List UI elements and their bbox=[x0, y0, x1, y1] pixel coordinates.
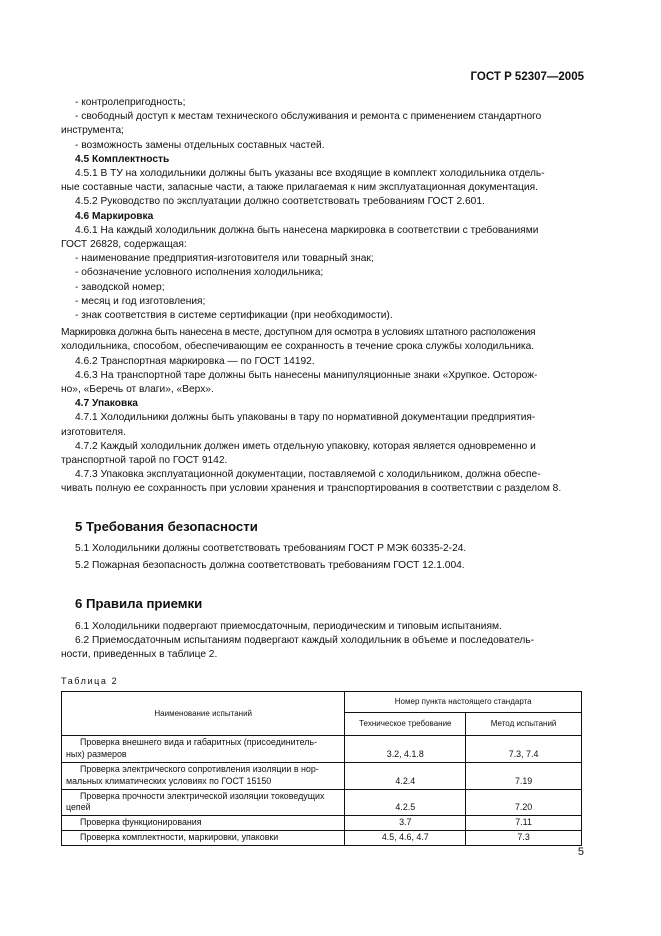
page-number: 5 bbox=[577, 846, 584, 858]
paragraph-line: 4.6.1 На каждый холодильник должна быть нанесена маркировка в соответствии с требованиями bbox=[75, 224, 539, 236]
page-content bbox=[61, 96, 582, 846]
paragraph-line: 4.5.2 Руководство по эксплуатации должно соответствовать требованиям ГОСТ 2.601. bbox=[75, 196, 485, 208]
table-row bbox=[62, 762, 582, 789]
method-cell: 7.3, 7.4 bbox=[466, 736, 582, 763]
paragraph-line: изготовителя. bbox=[61, 426, 126, 438]
requirement-cell: 4.2.4 bbox=[345, 762, 466, 789]
paragraph-line: 4.7.1 Холодильники должны быть упакованы в тару по нормативной документации предприятия- bbox=[75, 412, 536, 424]
list-item: - свободный доступ к местам технического обслуживания и ремонта с применением стандартного bbox=[75, 111, 542, 123]
col-header-tests: Наименование испытаний bbox=[62, 692, 345, 736]
requirement-cell: 3.2, 4.1.8 bbox=[345, 736, 466, 763]
table-row bbox=[62, 816, 582, 831]
col-header-requirement: Техническое требование bbox=[345, 713, 466, 736]
paragraph-line: транспортной тарой по ГОСТ 9142. bbox=[61, 455, 228, 467]
tests-table bbox=[61, 691, 582, 845]
col-header-method: Метод испытаний bbox=[466, 713, 582, 736]
table-caption: Таблица 2 bbox=[61, 676, 119, 687]
subsection-title: 4.7 Упаковка bbox=[75, 398, 138, 410]
subsection-title: 4.5 Комплектность bbox=[75, 153, 170, 165]
paragraph-line: 4.5.1 В ТУ на холодильники должны быть указаны все входящие в комплект холодильника отдель- bbox=[75, 168, 545, 180]
page-header: ГОСТ Р 52307—2005 bbox=[470, 71, 584, 83]
paragraph-line: 4.7.2 Каждый холодильник должен иметь отдельную упаковку, которая является одновременно и bbox=[75, 440, 536, 452]
list-item: - знак соответствия в системе сертификации (при необходимости). bbox=[75, 310, 393, 322]
list-item: - обозначение условного исполнения холодильника; bbox=[75, 267, 324, 279]
list-item: - контролепригодность; bbox=[75, 97, 186, 108]
test-name: Проверка комплектности, маркировки, упаковки bbox=[62, 830, 345, 845]
requirement-cell: 3.7 bbox=[345, 816, 466, 831]
test-name: Проверка электрического сопротивления изоляции в нор- мальных климатических условиях по ГОСТ 15150 bbox=[62, 762, 345, 789]
method-cell: 7.3 bbox=[466, 830, 582, 845]
table-row bbox=[62, 830, 582, 845]
test-name: Проверка внешнего вида и габаритных (присоединитель- ных) размеров bbox=[62, 736, 345, 763]
paragraph-line: 4.6.3 На транспортной таре должны быть нанесены манипуляционные знаки «Хрупкое. Осторож- bbox=[75, 369, 538, 381]
list-item: - заводской номер; bbox=[75, 281, 165, 293]
requirement-cell: 4.2.5 bbox=[345, 789, 466, 816]
table-row bbox=[62, 789, 582, 816]
paragraph-line: но», «Беречь от влаги», «Верх». bbox=[61, 384, 214, 396]
paragraph-line: чивать полную ее сохранность при условии хранения и транспортирования в соответствии с разделом 8. bbox=[61, 483, 562, 495]
section-6-title: 6 Правила приемки bbox=[75, 596, 203, 612]
requirement-cell: 4.5, 4.6, 4.7 bbox=[345, 830, 466, 845]
list-item-continuation: инструмента; bbox=[61, 125, 124, 137]
paragraph-line: 6.1 Холодильники подвергают приемосдаточным, периодическим и типовым испытаниям. bbox=[75, 620, 502, 632]
subsection-title: 4.6 Маркировка bbox=[75, 210, 154, 222]
paragraph-line: ные составные части, запасные части, а также прилагаемая к ним эксплуатационная документация. bbox=[61, 182, 538, 194]
test-name: Проверка прочности электрической изоляции токоведущих цепей bbox=[62, 789, 345, 816]
method-cell: 7.19 bbox=[466, 762, 582, 789]
list-item: - наименование предприятия-изготовителя или товарный знак; bbox=[75, 253, 374, 265]
table-row bbox=[62, 736, 582, 763]
list-item: - возможность замены отдельных составных частей. bbox=[75, 139, 325, 151]
paragraph-line: 5.2 Пожарная безопасность должна соответствовать требованиям ГОСТ 12.1.004. bbox=[75, 560, 465, 572]
paragraph-line: ГОСТ 26828, содержащая: bbox=[61, 239, 187, 251]
section-5-title: 5 Требования безопасности bbox=[75, 518, 258, 534]
paragraph-line: ности, приведенных в таблице 2. bbox=[61, 648, 218, 660]
paragraph-line: 4.7.3 Упаковка эксплуатационной документации, поставляемой с холодильником, должна обеспе- bbox=[75, 469, 541, 481]
paragraph-line: Маркировка должна быть нанесена в месте, доступном для осмотра в условиях штатного расположения bbox=[61, 327, 536, 339]
test-name: Проверка функционирования bbox=[62, 816, 345, 831]
paragraph-line: холодильника, способом, обеспечивающим ее сохранность в течение срока службы холодильника. bbox=[61, 341, 535, 353]
paragraph-line: 5.1 Холодильники должны соответствовать требованиям ГОСТ Р МЭК 60335-2-24. bbox=[75, 542, 467, 554]
method-cell: 7.20 bbox=[466, 789, 582, 816]
list-item: - месяц и год изготовления; bbox=[75, 295, 206, 307]
paragraph-line: 6.2 Приемосдаточным испытаниям подвергают каждый холодильник в объеме и последователь- bbox=[75, 634, 535, 646]
method-cell: 7.11 bbox=[466, 816, 582, 831]
paragraph-line: 4.6.2 Транспортная маркировка — по ГОСТ 14192. bbox=[75, 355, 315, 367]
col-header-group: Номер пункта настоящего стандарта bbox=[345, 692, 582, 713]
